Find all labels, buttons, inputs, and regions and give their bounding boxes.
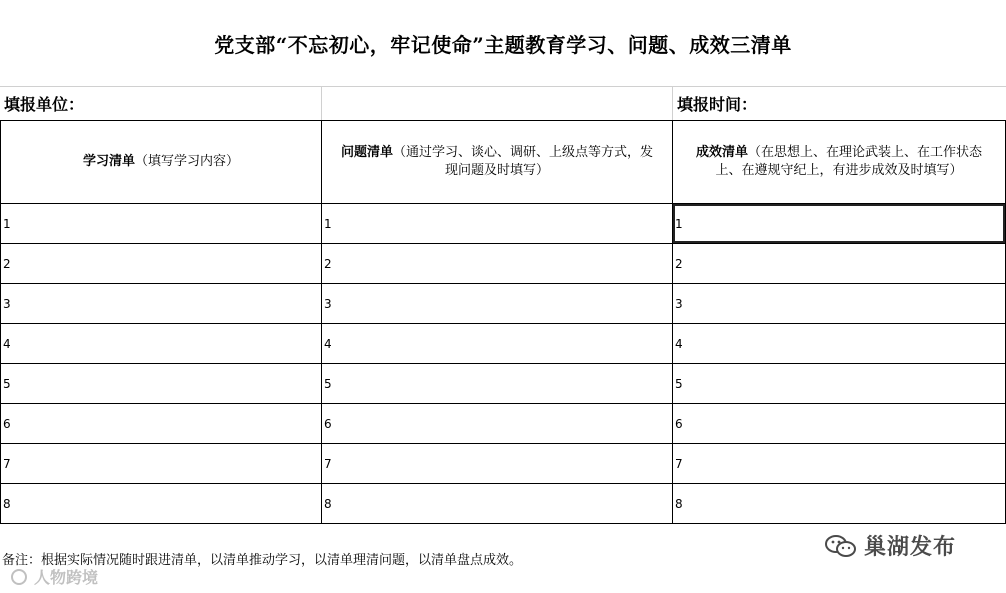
table-row — [1, 444, 1006, 484]
cell-study[interactable]: 3 — [1, 284, 322, 324]
column-header-study-title: 学习清单 — [82, 154, 135, 169]
cell-problem[interactable]: 4 — [322, 324, 673, 364]
cell-study[interactable]: 2 — [1, 244, 322, 284]
table-row — [1, 484, 1006, 524]
watermark-renwu-text: 人物跨境 — [34, 568, 99, 587]
column-header-result-title: 成效清单 — [695, 145, 748, 160]
checklist-table — [0, 120, 1006, 524]
fill-info-row — [0, 86, 1006, 120]
cell-problem[interactable]: 1 — [322, 204, 673, 244]
table-row — [1, 244, 1006, 284]
unit-value[interactable] — [321, 86, 673, 120]
cell-problem[interactable]: 8 — [322, 484, 673, 524]
watermark-chaohu — [824, 530, 956, 561]
cell-study[interactable]: 7 — [1, 444, 322, 484]
wechat-icon — [824, 533, 858, 559]
cell-result[interactable]: 1 — [673, 204, 1006, 244]
column-header-problem-note: （通过学习、谈心、调研、上级点等方式，发现问题及时填写） — [393, 145, 654, 178]
cell-problem[interactable]: 6 — [322, 404, 673, 444]
cell-problem[interactable]: 7 — [322, 444, 673, 484]
footer-note: 备注：根据实际情况随时跟进清单，以清单推动学习，以清单理清问题，以清单盘点成效。 — [2, 553, 523, 568]
cell-result[interactable]: 4 — [673, 324, 1006, 364]
time-label: 填报时间： — [677, 94, 758, 114]
table-header-row — [1, 121, 1006, 204]
watermark-chaohu-text: 巢湖发布 — [864, 535, 957, 560]
cell-study[interactable]: 1 — [1, 204, 322, 244]
unit-label: 填报单位： — [4, 94, 85, 114]
cell-study[interactable]: 5 — [1, 364, 322, 404]
cell-problem[interactable]: 5 — [322, 364, 673, 404]
table-row — [1, 404, 1006, 444]
cell-result[interactable]: 5 — [673, 364, 1006, 404]
column-header-result — [673, 121, 1006, 204]
cell-result[interactable]: 6 — [673, 404, 1006, 444]
watermark-renwu — [8, 565, 98, 588]
column-header-problem — [322, 121, 673, 204]
cell-result[interactable]: 8 — [673, 484, 1006, 524]
column-header-study — [1, 121, 322, 204]
camera-icon — [8, 568, 30, 586]
column-header-problem-title: 问题清单 — [340, 145, 393, 160]
cell-study[interactable]: 4 — [1, 324, 322, 364]
table-row — [1, 324, 1006, 364]
column-header-result-note: （在思想上、在理论武装上、在工作状态上、在遵规守纪上，有进步成效及时填写） — [715, 145, 983, 178]
cell-problem[interactable]: 2 — [322, 244, 673, 284]
column-header-study-note: （填写学习内容） — [135, 154, 240, 169]
cell-study[interactable]: 8 — [1, 484, 322, 524]
cell-study[interactable]: 6 — [1, 404, 322, 444]
cell-result[interactable]: 3 — [673, 284, 1006, 324]
cell-result[interactable]: 7 — [673, 444, 1006, 484]
document-title: 党支部“不忘初心，牢记使命”主题教育学习、问题、成效三清单 — [0, 0, 1006, 87]
cell-problem[interactable]: 3 — [322, 284, 673, 324]
cell-result[interactable]: 2 — [673, 244, 1006, 284]
table-row — [1, 364, 1006, 404]
table-row — [1, 204, 1006, 244]
table-row — [1, 284, 1006, 324]
